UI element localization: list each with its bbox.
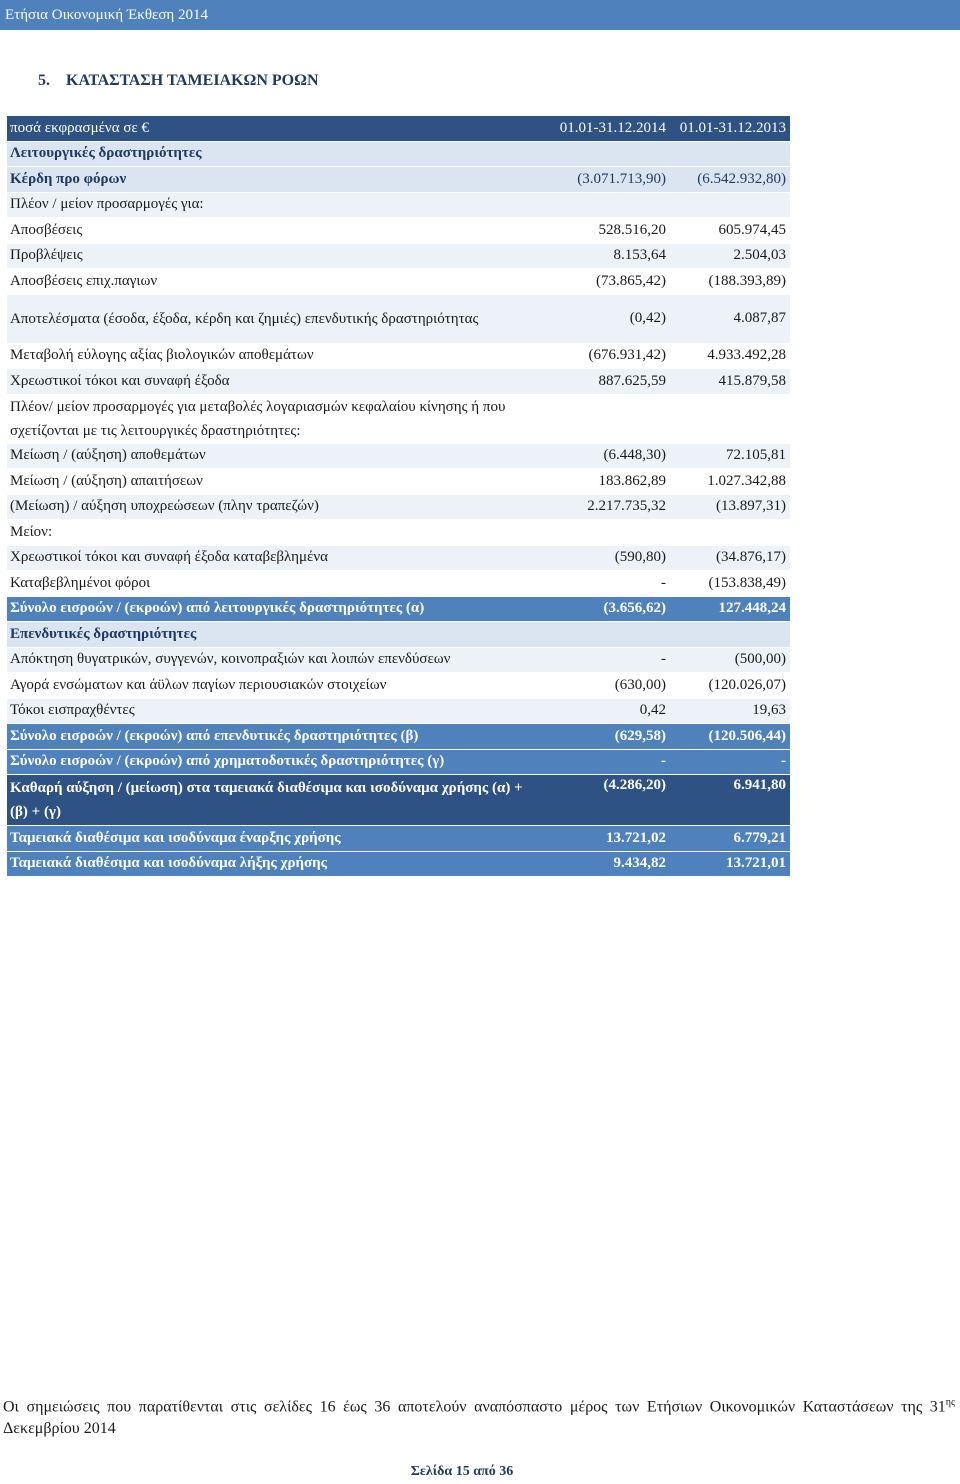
row-label: Πλέον/ μείον προσαρμογές για μεταβολές λογαριασμών κεφαλαίου κίνησης ή που σχετίζονται με τις λειτουργικές δραστηριότητες: bbox=[7, 394, 544, 443]
row-label: Λειτουργικές δραστηριότητες bbox=[7, 141, 544, 167]
row-value-2014 bbox=[544, 394, 670, 443]
table-row bbox=[7, 294, 790, 343]
table-row bbox=[7, 343, 790, 369]
row-value-2013: 72.105,81 bbox=[670, 443, 790, 469]
row-value-2013: 127.448,24 bbox=[670, 596, 790, 622]
row-label: Τόκοι εισπραχθέντες bbox=[7, 698, 544, 724]
row-label: Πλέον / μείον προσαρμογές για: bbox=[7, 192, 544, 218]
row-label: Μείον: bbox=[7, 520, 544, 546]
row-value-2014: 183.862,89 bbox=[544, 469, 670, 495]
subtotal-row bbox=[7, 596, 790, 622]
cash-flow-table bbox=[7, 116, 790, 877]
table-header-row bbox=[7, 116, 790, 141]
table-row bbox=[7, 647, 790, 673]
subtotal-row bbox=[7, 724, 790, 750]
row-value-2013: (500,00) bbox=[670, 647, 790, 673]
row-value-2014: (629,58) bbox=[544, 724, 670, 750]
header-units-label: ποσά εκφρασμένα σε € bbox=[7, 116, 544, 141]
row-value-2014: 9.434,82 bbox=[544, 851, 670, 877]
row-label: Ταμειακά διαθέσιμα και ισοδύναμα έναρξης χρήσης bbox=[7, 826, 544, 852]
table-row bbox=[7, 394, 790, 443]
table-row bbox=[7, 369, 790, 395]
row-label: Αποσβέσεις επιχ.παγιων bbox=[7, 269, 544, 295]
row-value-2014: (73.865,42) bbox=[544, 269, 670, 295]
table-row bbox=[7, 698, 790, 724]
row-value-2013: 415.879,58 bbox=[670, 369, 790, 395]
row-label: Αποσβέσεις bbox=[7, 218, 544, 244]
opening-cash-row bbox=[7, 826, 790, 852]
row-label: Χρεωστικοί τόκοι και συναφή έξοδα bbox=[7, 369, 544, 395]
page-number: Σελίδα 15 από 36 bbox=[410, 1464, 514, 1479]
table-row bbox=[7, 218, 790, 244]
row-label: Σύνολο εισροών / (εκροών) από χρηματοδοτικές δραστηριότητες (γ) bbox=[7, 749, 544, 775]
table-row bbox=[7, 673, 790, 699]
row-value-2013: (153.838,49) bbox=[670, 571, 790, 597]
row-value-2014: (6.448,30) bbox=[544, 443, 670, 469]
row-value-2013: (13.897,31) bbox=[670, 494, 790, 520]
report-header: Ετήσια Οικονομική Έκθεση 2014 bbox=[0, 0, 960, 30]
table-row bbox=[7, 192, 790, 218]
row-value-2014: 13.721,02 bbox=[544, 826, 670, 852]
row-value-2014: 2.217.735,32 bbox=[544, 494, 670, 520]
row-value-2013: 19,63 bbox=[670, 698, 790, 724]
row-value-2013: (34.876,17) bbox=[670, 545, 790, 571]
row-value-2013: (120.026,07) bbox=[670, 673, 790, 699]
row-label: Καταβεβλημένοι φόροι bbox=[7, 571, 544, 597]
header-col-2014: 01.01-31.12.2014 bbox=[544, 116, 670, 141]
row-value-2013: (120.506,44) bbox=[670, 724, 790, 750]
row-value-2014: (3.071.713,90) bbox=[544, 167, 670, 193]
table-row bbox=[7, 141, 790, 167]
row-value-2013 bbox=[670, 141, 790, 167]
row-value-2014 bbox=[544, 141, 670, 167]
closing-cash-row bbox=[7, 851, 790, 877]
row-value-2013 bbox=[670, 192, 790, 218]
row-value-2013: 4.933.492,28 bbox=[670, 343, 790, 369]
table-row bbox=[7, 622, 790, 648]
row-label: Μείωση / (αύξηση) απαιτήσεων bbox=[7, 469, 544, 495]
net-change-row bbox=[7, 775, 790, 826]
table-row bbox=[7, 571, 790, 597]
row-label: Σύνολο εισροών / (εκροών) από επενδυτικές δραστηριότητες (β) bbox=[7, 724, 544, 750]
row-label: Αποτελέσματα (έσοδα, έξοδα, κέρδη και ζημιές) επενδυτικής δραστηριότητας bbox=[7, 294, 544, 343]
row-label: Επενδυτικές δραστηριότητες bbox=[7, 622, 544, 648]
row-label: Χρεωστικοί τόκοι και συναφή έξοδα καταβεβλημένα bbox=[7, 545, 544, 571]
row-value-2014: (676.931,42) bbox=[544, 343, 670, 369]
footnote-text-end: Δεκεμβρίου 2014 bbox=[3, 1420, 116, 1438]
table-row bbox=[7, 520, 790, 546]
row-label: Μείωση / (αύξηση) αποθεμάτων bbox=[7, 443, 544, 469]
row-value-2013: 6.941,80 bbox=[670, 775, 790, 826]
row-value-2014: 887.625,59 bbox=[544, 369, 670, 395]
subtotal-row bbox=[7, 749, 790, 775]
row-value-2014: 8.153,64 bbox=[544, 243, 670, 269]
row-label: Μεταβολή εύλογης αξίας βιολογικών αποθεμάτων bbox=[7, 343, 544, 369]
row-value-2014: (4.286,20) bbox=[544, 775, 670, 826]
table-row bbox=[7, 443, 790, 469]
row-label: (Μείωση) / αύξηση υποχρεώσεων (πλην τραπεζών) bbox=[7, 494, 544, 520]
section-title bbox=[38, 72, 319, 90]
row-value-2013: (188.393,89) bbox=[670, 269, 790, 295]
table-row bbox=[7, 545, 790, 571]
row-value-2013 bbox=[670, 520, 790, 546]
row-value-2013: - bbox=[670, 749, 790, 775]
row-value-2013 bbox=[670, 622, 790, 648]
row-value-2014: (590,80) bbox=[544, 545, 670, 571]
table-row bbox=[7, 494, 790, 520]
row-value-2014: (3.656,62) bbox=[544, 596, 670, 622]
footnote-text: Οι σημειώσεις που παρατίθενται στις σελίδες 16 έως 36 αποτελούν αναπόσπαστο μέρος των Ετήσιων Οικονομικών Καταστάσεων της 31 bbox=[3, 1398, 946, 1416]
row-value-2014: (0,42) bbox=[544, 294, 670, 343]
table-row bbox=[7, 269, 790, 295]
row-value-2014: - bbox=[544, 647, 670, 673]
row-value-2013: 2.504,03 bbox=[670, 243, 790, 269]
row-value-2013: (6.542.932,80) bbox=[670, 167, 790, 193]
row-label: Σύνολο εισροών / (εκροών) από λειτουργικές δραστηριότητες (α) bbox=[7, 596, 544, 622]
row-value-2014: - bbox=[544, 571, 670, 597]
row-value-2013 bbox=[670, 394, 790, 443]
row-value-2014: 528.516,20 bbox=[544, 218, 670, 244]
row-value-2013: 4.087,87 bbox=[670, 294, 790, 343]
table-row bbox=[7, 167, 790, 193]
section-heading: ΚΑΤΑΣΤΑΣΗ ΤΑΜΕΙΑΚΩΝ ΡΟΩΝ bbox=[66, 72, 319, 89]
row-value-2014 bbox=[544, 520, 670, 546]
row-value-2013: 13.721,01 bbox=[670, 851, 790, 877]
table-row bbox=[7, 469, 790, 495]
row-value-2014: - bbox=[544, 749, 670, 775]
row-value-2014 bbox=[544, 192, 670, 218]
row-value-2013: 6.779,21 bbox=[670, 826, 790, 852]
row-value-2014: (630,00) bbox=[544, 673, 670, 699]
footnote-superscript: ης bbox=[945, 1397, 955, 1408]
row-label: Καθαρή αύξηση / (μείωση) στα ταμειακά διαθέσιμα και ισοδύναμα χρήσης (α) + (β) + (γ) bbox=[7, 775, 544, 826]
footnote bbox=[3, 1392, 955, 1440]
row-label: Προβλέψεις bbox=[7, 243, 544, 269]
section-number: 5. bbox=[38, 72, 50, 89]
row-label: Αγορά ενσώματων και άϋλων παγίων περιουσιακών στοιχείων bbox=[7, 673, 544, 699]
header-col-2013: 01.01-31.12.2013 bbox=[670, 116, 790, 141]
row-label: Ταμειακά διαθέσιμα και ισοδύναμα λήξης χρήσης bbox=[7, 851, 544, 877]
row-value-2014 bbox=[544, 622, 670, 648]
row-label: Απόκτηση θυγατρικών, συγγενών, κοινοπραξιών και λοιπών επενδύσεων bbox=[7, 647, 544, 673]
row-value-2014: 0,42 bbox=[544, 698, 670, 724]
row-value-2013: 605.974,45 bbox=[670, 218, 790, 244]
table-row bbox=[7, 243, 790, 269]
row-value-2013: 1.027.342,88 bbox=[670, 469, 790, 495]
row-label: Κέρδη προ φόρων bbox=[7, 167, 544, 193]
